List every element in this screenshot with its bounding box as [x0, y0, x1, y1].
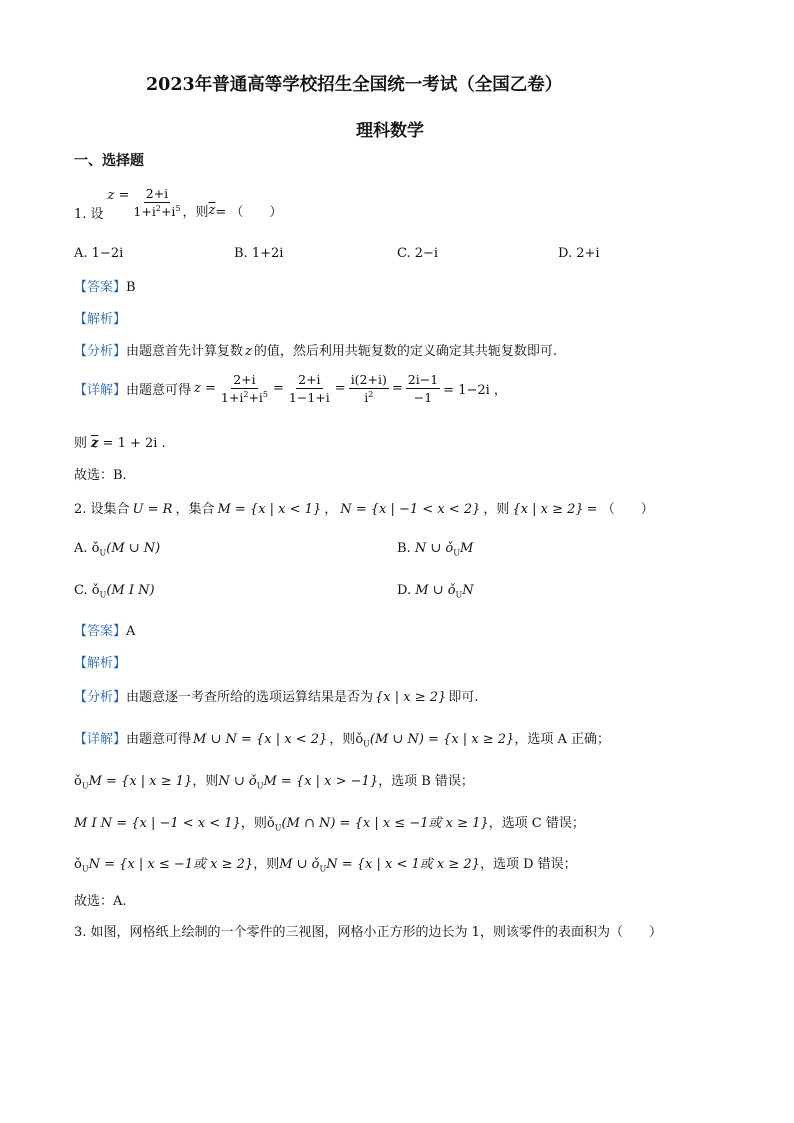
q2-stem: 2. 设集合 U = R ，集合 M = {x | x < 1} ， N = {x | −1 < x < 2} ，则 {x | x ≥ 2} = （ ）	[74, 502, 654, 517]
q1-tail2: = （ ）	[215, 205, 283, 220]
q2-option-a: A. $ǒ_U(M$ ∪ N)	[74, 541, 161, 558]
q1-fenxi: 【分析】由题意首先计算复数 z 的值，然后利用共轭复数的定义确定其共轭复数即可.	[74, 344, 558, 359]
q1-detail: 【详解】 由题意可得 z = $\frac{2+i}{1+i^2+i^5}$ = $\frac{2+i}{1-1+i}$ = $\frac{i(2+i)}{i^2}$ = $\frac{2i-1}{-1}$ = 1−2i ，	[74, 372, 507, 406]
q1-option-c: C. 2−i	[397, 246, 439, 261]
q1-frac-den: $1+i^2+i^5$	[133, 203, 181, 220]
q1-detail-frac4: $\frac{2i-1}{-1}$	[407, 372, 439, 406]
q2-detail-line4: $ǒ_UN = \{x$ | x ≤ −1或 x ≥ 2}，则M ∪ $ǒ_UN = \{x$ | x < 1或 x ≥ 2}，选项 D 错误；	[74, 857, 577, 874]
q1-frac-num: 2+i	[145, 185, 169, 201]
q2-detail-line2: $ǒ_UM = \{x$ | x ≥ 1}，则N ∪ $ǒ_UM = \{x$ | x > −1}，选项 B 错误；	[74, 774, 474, 791]
q3-stem: 3. 如图，网格纸上绘制的一个零件的三视图，网格小正方形的边长为 1，则该零件的表面积为（ ）	[74, 925, 662, 940]
q1-number: 1. 设	[74, 207, 104, 222]
q2-option-d: D. M ∪ $ǒ_UN$	[397, 583, 474, 600]
q1-option-d: D. 2+i	[558, 246, 600, 261]
q1-zbar: $\overline{z}$	[208, 203, 216, 218]
q1-fraction	[131, 186, 182, 219]
q2-fenxi: 【分析】由题意逐一考查所给的选项运算结果是否为 {x | x ≥ 2} 即可.	[74, 690, 479, 705]
q1-analysis-tag: 【解析】	[74, 312, 127, 327]
q2-analysis-tag: 【解析】	[74, 656, 127, 671]
doc-title: 2023年普通高等学校招生全国统一考试（全国乙卷）	[146, 75, 563, 95]
q1-tail: ，则	[182, 205, 209, 220]
q2-choose: 故选：A.	[74, 894, 127, 909]
q1-detail-frac1: $\frac{2+i}{1+i^2+i^5}$	[220, 372, 269, 406]
section-heading: 一、选择题	[74, 153, 144, 169]
q2-option-c: C. $ǒ_U(M$ I N)	[74, 583, 155, 600]
q1-then: 则 $\overline{z} = 1 + 2i$ .	[74, 436, 166, 451]
q2-detail-line3: M I N = {x | −1 < x < 1}，则$ǒ_U(M$ ∩ N) = {x | x ≤ −1或 x ≥ 1}，选项 C 错误；	[74, 816, 585, 833]
q1-answer: 【答案】B	[74, 280, 136, 295]
q1-option-b: B. 1+2i	[234, 246, 284, 261]
q2-answer: 【答案】A	[74, 624, 136, 639]
q1-detail-frac2: $\frac{2+i}{1-1+i}$	[288, 372, 330, 406]
doc-subtitle: 理科数学	[356, 121, 424, 141]
answer-tag: 【答案】	[74, 280, 127, 295]
q2-detail-line1: 【详解】由题意可得 M ∪ N = {x | x < 2} ，则$ǒ_U(M$ ∪ N) = {x | x ≥ 2}，选项 A 正确；	[74, 732, 610, 749]
q1-detail-frac3: $\frac{i(2+i)}{i^2}$	[350, 372, 387, 406]
q1-z-eq: z =	[107, 188, 130, 203]
q2-option-b: B. N ∪ $ǒ_UM$	[397, 541, 474, 558]
q1-choose: 故选：B.	[74, 468, 127, 483]
q1-option-a: A. 1−2i	[74, 246, 124, 261]
q1-stem	[74, 183, 282, 222]
